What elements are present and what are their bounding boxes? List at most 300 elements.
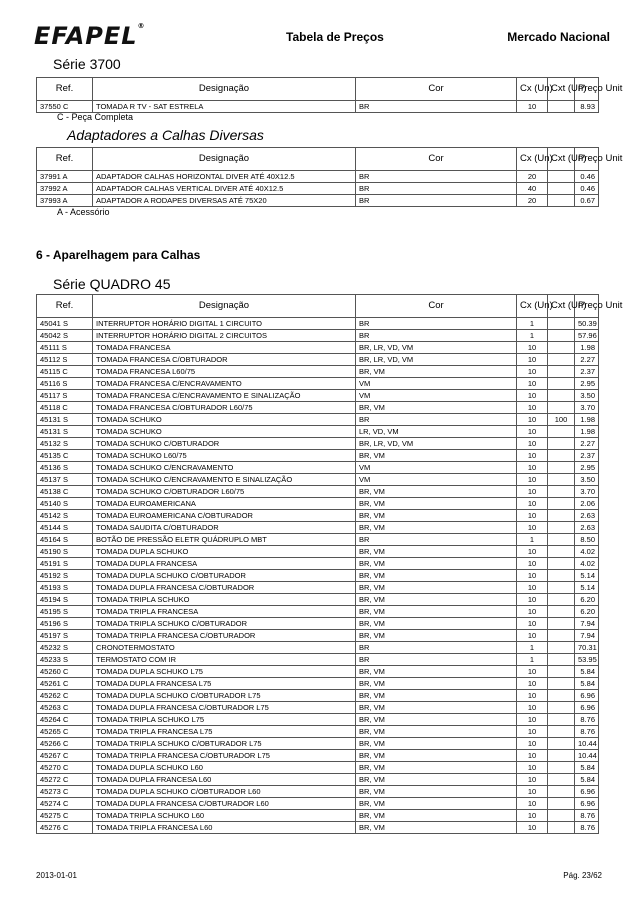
cell-preco: 4.02 — [575, 546, 599, 558]
table-row — [37, 738, 599, 750]
cell-cxt — [548, 750, 575, 762]
cell-designacao: TOMADA TRIPLA FRANCESA C/OBTURADOR L75 — [93, 750, 356, 762]
table-row — [37, 366, 599, 378]
cell-designacao: ADAPTADOR CALHAS HORIZONTAL DIVER ATÉ 40X12.5 — [93, 171, 356, 183]
table-row — [37, 798, 599, 810]
cell-cxt — [548, 510, 575, 522]
cell-cx: 10 — [517, 762, 548, 774]
table-row — [37, 570, 599, 582]
table-row — [37, 378, 599, 390]
table-row — [37, 402, 599, 414]
cell-cxt — [548, 582, 575, 594]
cell-designacao: TOMADA EUROAMERICANA — [93, 498, 356, 510]
cell-cxt — [548, 462, 575, 474]
cell-cxt — [548, 438, 575, 450]
cell-cor: BR, VM — [356, 366, 517, 378]
cell-cx: 10 — [517, 486, 548, 498]
cell-cx: 10 — [517, 750, 548, 762]
page-header — [28, 22, 610, 52]
cell-designacao: TOMADA SAUDITA C/OBTURADOR — [93, 522, 356, 534]
cell-ref: 45275 C — [37, 810, 93, 822]
footer-date: 2013-01-01 — [36, 871, 77, 880]
cell-designacao: TOMADA DUPLA FRANCESA C/OBTURADOR L75 — [93, 702, 356, 714]
cell-designacao: TOMADA DUPLA SCHUKO L75 — [93, 666, 356, 678]
cell-preco: 70.31 — [575, 642, 599, 654]
cell-ref: 45233 S — [37, 654, 93, 666]
cell-preco: 8.76 — [575, 726, 599, 738]
cell-ref: 45266 C — [37, 738, 93, 750]
cell-cx: 10 — [517, 558, 548, 570]
table-row — [37, 594, 599, 606]
cell-ref: 45193 S — [37, 582, 93, 594]
cell-cxt — [548, 486, 575, 498]
cell-cx: 10 — [517, 510, 548, 522]
cell-cx: 10 — [517, 438, 548, 450]
cell-cor: BR — [356, 330, 517, 342]
cell-preco: 6.20 — [575, 594, 599, 606]
cell-cx: 10 — [517, 678, 548, 690]
cell-ref: 45264 C — [37, 714, 93, 726]
col-designacao: Designação — [93, 78, 356, 101]
cell-cxt — [548, 101, 575, 113]
table-row — [37, 642, 599, 654]
cell-cxt — [548, 450, 575, 462]
cell-cx: 10 — [517, 618, 548, 630]
cell-designacao: TOMADA TRIPLA SCHUKO L60 — [93, 810, 356, 822]
cell-cx: 10 — [517, 378, 548, 390]
cell-ref: 45115 C — [37, 366, 93, 378]
table-header — [37, 78, 623, 101]
cell-designacao: TOMADA DUPLA FRANCESA — [93, 558, 356, 570]
table-header — [37, 295, 623, 318]
cell-ref: 45164 S — [37, 534, 93, 546]
cell-preco: 3.50 — [575, 390, 599, 402]
cell-preco: 0.67 — [575, 195, 599, 207]
col-cxt: Cxt (Un) — [548, 78, 575, 101]
cell-cx: 10 — [517, 546, 548, 558]
cell-cx: 10 — [517, 738, 548, 750]
table-row — [37, 474, 599, 486]
cell-ref: 45265 C — [37, 726, 93, 738]
cell-cor: BR, VM — [356, 510, 517, 522]
cell-preco: 5.84 — [575, 774, 599, 786]
col-cxt: Cxt (Un) — [548, 148, 575, 171]
table-row — [37, 101, 599, 113]
cell-cxt — [548, 810, 575, 822]
cell-cor: BR, VM — [356, 678, 517, 690]
cell-preco: 6.96 — [575, 798, 599, 810]
cell-designacao: TOMADA SCHUKO — [93, 426, 356, 438]
cell-preco: 8.93 — [575, 101, 599, 113]
cell-designacao: ADAPTADOR A RODAPES DIVERSAS ATÉ 75X20 — [93, 195, 356, 207]
cell-ref: 45131 S — [37, 414, 93, 426]
cell-cor: BR, VM — [356, 630, 517, 642]
cell-preco: 5.14 — [575, 582, 599, 594]
cell-preco: 3.50 — [575, 474, 599, 486]
cell-ref: 45135 C — [37, 450, 93, 462]
cell-cx: 10 — [517, 402, 548, 414]
table-row — [37, 714, 599, 726]
col-cx: Cx (Un) — [517, 295, 548, 318]
cell-cxt — [548, 786, 575, 798]
cell-cxt — [548, 714, 575, 726]
cell-cx: 10 — [517, 390, 548, 402]
cell-cxt — [548, 318, 575, 330]
table-row — [37, 183, 599, 195]
cell-preco: 2.37 — [575, 366, 599, 378]
cell-cx: 10 — [517, 630, 548, 642]
cell-designacao: TOMADA TRIPLA FRANCESA L75 — [93, 726, 356, 738]
cell-designacao: TOMADA DUPLA FRANCESA L75 — [93, 678, 356, 690]
col-cx: Cx (Un) — [517, 78, 548, 101]
cell-ref: 45261 C — [37, 678, 93, 690]
cell-designacao: TOMADA SCHUKO L60/75 — [93, 450, 356, 462]
cell-ref: 45195 S — [37, 606, 93, 618]
cell-preco: 53.95 — [575, 654, 599, 666]
cell-cx: 1 — [517, 534, 548, 546]
cell-cxt — [548, 426, 575, 438]
cell-ref: 45112 S — [37, 354, 93, 366]
brand-name: EFAPEL — [34, 22, 138, 50]
cell-cor: BR, VM — [356, 606, 517, 618]
efapel-logo — [34, 22, 146, 50]
cell-cxt — [548, 366, 575, 378]
cell-cor: BR — [356, 101, 517, 113]
cell-designacao: TOMADA TRIPLA FRANCESA — [93, 606, 356, 618]
cell-cxt — [548, 522, 575, 534]
cell-ref: 45191 S — [37, 558, 93, 570]
cell-cx: 1 — [517, 654, 548, 666]
cell-cor: BR, LR, VD, VM — [356, 342, 517, 354]
cell-preco: 57.96 — [575, 330, 599, 342]
cell-cxt: 100 — [548, 414, 575, 426]
cell-designacao: TOMADA DUPLA SCHUKO — [93, 546, 356, 558]
series-title-3700: Série 3700 — [53, 56, 121, 72]
cell-designacao: TERMOSTATO COM IR — [93, 654, 356, 666]
cell-cx: 10 — [517, 606, 548, 618]
cell-ref: 45144 S — [37, 522, 93, 534]
series-title-quadro45: Série QUADRO 45 — [53, 276, 171, 292]
cell-designacao: TOMADA DUPLA SCHUKO L60 — [93, 762, 356, 774]
cell-designacao: INTERRUPTOR HORÁRIO DIGITAL 1 CIRCUITO — [93, 318, 356, 330]
cell-cx: 10 — [517, 822, 548, 834]
cell-cxt — [548, 195, 575, 207]
cell-ref: 45136 S — [37, 462, 93, 474]
cell-cxt — [548, 354, 575, 366]
cell-cx: 10 — [517, 798, 548, 810]
table-row — [37, 690, 599, 702]
cell-cx: 20 — [517, 195, 548, 207]
cell-cxt — [548, 171, 575, 183]
cell-cxt — [548, 330, 575, 342]
cell-ref: 37993 A — [37, 195, 93, 207]
cell-ref: 45273 C — [37, 786, 93, 798]
cell-cor: BR, VM — [356, 774, 517, 786]
cell-designacao: BOTÃO DE PRESSÃO ELETR QUÁDRUPLO MBT — [93, 534, 356, 546]
cell-cx: 40 — [517, 183, 548, 195]
section-title-aparelhagem: 6 - Aparelhagem para Calhas — [36, 248, 201, 262]
cell-preco: 7.94 — [575, 630, 599, 642]
cell-cx: 10 — [517, 101, 548, 113]
cell-designacao: TOMADA DUPLA FRANCESA C/OBTURADOR L60 — [93, 798, 356, 810]
cell-cor: BR, VM — [356, 570, 517, 582]
cell-ref: 45194 S — [37, 594, 93, 606]
cell-ref: 45138 C — [37, 486, 93, 498]
table-row — [37, 786, 599, 798]
cell-designacao: TOMADA SCHUKO C/OBTURADOR — [93, 438, 356, 450]
table-row — [37, 318, 599, 330]
col-preco: Preço Unit — [575, 148, 599, 171]
cell-cx: 1 — [517, 642, 548, 654]
cell-ref: 45196 S — [37, 618, 93, 630]
table-row — [37, 750, 599, 762]
cell-designacao: TOMADA DUPLA SCHUKO C/OBTURADOR L75 — [93, 690, 356, 702]
cell-cx: 10 — [517, 786, 548, 798]
cell-ref: 45260 C — [37, 666, 93, 678]
cell-cor: BR, LR, VD, VM — [356, 438, 517, 450]
cell-designacao: TOMADA DUPLA SCHUKO C/OBTURADOR L60 — [93, 786, 356, 798]
cell-designacao: TOMADA FRANCESA C/OBTURADOR — [93, 354, 356, 366]
cell-ref: 45132 S — [37, 438, 93, 450]
cell-cx: 10 — [517, 702, 548, 714]
cell-designacao: TOMADA TRIPLA FRANCESA C/OBTURADOR — [93, 630, 356, 642]
col-ref: Ref. — [37, 78, 93, 101]
cell-cx: 10 — [517, 570, 548, 582]
cell-cor: BR, VM — [356, 738, 517, 750]
cell-cor: BR — [356, 195, 517, 207]
cell-ref: 45137 S — [37, 474, 93, 486]
cell-cor: LR, VD, VM — [356, 426, 517, 438]
cell-cor: BR, VM — [356, 498, 517, 510]
footer-page-number: Pág. 23/62 — [563, 871, 602, 880]
cell-cor: BR, VM — [356, 618, 517, 630]
cell-ref: 45116 S — [37, 378, 93, 390]
cell-cxt — [548, 822, 575, 834]
cell-cx: 10 — [517, 714, 548, 726]
table-row — [37, 810, 599, 822]
cell-designacao: TOMADA DUPLA FRANCESA L60 — [93, 774, 356, 786]
cell-designacao: TOMADA FRANCESA — [93, 342, 356, 354]
cell-cx: 10 — [517, 354, 548, 366]
cell-cx: 10 — [517, 774, 548, 786]
cell-preco: 2.27 — [575, 438, 599, 450]
cell-cxt — [548, 378, 575, 390]
cell-cor: BR — [356, 654, 517, 666]
cell-preco: 8.50 — [575, 534, 599, 546]
cell-ref: 45197 S — [37, 630, 93, 642]
cell-cor: BR, VM — [356, 690, 517, 702]
cell-preco: 1.98 — [575, 414, 599, 426]
cell-designacao: TOMADA FRANCESA C/OBTURADOR L60/75 — [93, 402, 356, 414]
table-row — [37, 678, 599, 690]
cell-cxt — [548, 498, 575, 510]
cell-cor: BR, VM — [356, 486, 517, 498]
cell-cx: 10 — [517, 522, 548, 534]
cell-cor: BR, VM — [356, 822, 517, 834]
table-row — [37, 450, 599, 462]
table-header — [37, 148, 623, 171]
cell-cor: VM — [356, 462, 517, 474]
table-row — [37, 510, 599, 522]
col-cor: Cor — [356, 78, 517, 101]
cell-cor: BR — [356, 642, 517, 654]
cell-cx: 10 — [517, 450, 548, 462]
cell-cor: BR, VM — [356, 402, 517, 414]
cell-cx: 10 — [517, 582, 548, 594]
cell-cor: BR, LR, VD, VM — [356, 354, 517, 366]
cell-preco: 5.84 — [575, 762, 599, 774]
cell-cor: BR, VM — [356, 786, 517, 798]
cell-preco: 2.37 — [575, 450, 599, 462]
cell-cor: BR — [356, 318, 517, 330]
cell-preco: 8.76 — [575, 822, 599, 834]
table-row — [37, 630, 599, 642]
cell-designacao: TOMADA FRANCESA C/ENCRAVAMENTO — [93, 378, 356, 390]
table-row — [37, 195, 599, 207]
cell-preco: 2.27 — [575, 354, 599, 366]
cell-cor: BR, VM — [356, 450, 517, 462]
cell-cx: 10 — [517, 666, 548, 678]
cell-ref: 45041 S — [37, 318, 93, 330]
table-serie-3700 — [36, 77, 623, 113]
cell-preco: 5.84 — [575, 678, 599, 690]
cell-cxt — [548, 666, 575, 678]
cell-cxt — [548, 546, 575, 558]
cell-cxt — [548, 738, 575, 750]
cell-preco: 6.20 — [575, 606, 599, 618]
market-label: Mercado Nacional — [507, 30, 610, 44]
cell-preco: 2.06 — [575, 498, 599, 510]
cell-cxt — [548, 678, 575, 690]
cell-cor: BR, VM — [356, 726, 517, 738]
table-row — [37, 702, 599, 714]
cell-designacao: ADAPTADOR CALHAS VERTICAL DIVER ATÉ 40X12.5 — [93, 183, 356, 195]
cell-designacao: TOMADA R TV - SAT ESTRELA — [93, 101, 356, 113]
cell-preco: 2.63 — [575, 510, 599, 522]
cell-preco: 10.44 — [575, 738, 599, 750]
cell-preco: 5.14 — [575, 570, 599, 582]
cell-preco: 2.63 — [575, 522, 599, 534]
cell-ref: 45042 S — [37, 330, 93, 342]
cell-cx: 10 — [517, 462, 548, 474]
cell-designacao: TOMADA SCHUKO C/OBTURADOR L60/75 — [93, 486, 356, 498]
cell-cx: 10 — [517, 498, 548, 510]
cell-cxt — [548, 570, 575, 582]
cell-ref: 45131 S — [37, 426, 93, 438]
cell-cxt — [548, 474, 575, 486]
cell-cxt — [548, 618, 575, 630]
cell-designacao: TOMADA FRANCESA L60/75 — [93, 366, 356, 378]
cell-ref: 45274 C — [37, 798, 93, 810]
cell-cxt — [548, 342, 575, 354]
cell-preco: 10.44 — [575, 750, 599, 762]
col-cxt: Cxt (Un) — [548, 295, 575, 318]
cell-preco: 0.46 — [575, 183, 599, 195]
cell-designacao: TOMADA SCHUKO — [93, 414, 356, 426]
cell-cor: VM — [356, 390, 517, 402]
cell-preco: 4.02 — [575, 558, 599, 570]
cell-cx: 10 — [517, 342, 548, 354]
cell-designacao: TOMADA TRIPLA FRANCESA L60 — [93, 822, 356, 834]
table-row — [37, 582, 599, 594]
cell-cor: BR — [356, 171, 517, 183]
cell-ref: 45117 S — [37, 390, 93, 402]
cell-cor: VM — [356, 378, 517, 390]
cell-cx: 1 — [517, 330, 548, 342]
cell-cxt — [548, 702, 575, 714]
table-row — [37, 606, 599, 618]
table-row — [37, 462, 599, 474]
table-row — [37, 426, 599, 438]
table-row — [37, 354, 599, 366]
cell-cxt — [548, 642, 575, 654]
cell-ref: 45232 S — [37, 642, 93, 654]
cell-ref: 45142 S — [37, 510, 93, 522]
col-ref: Ref. — [37, 148, 93, 171]
table-row — [37, 498, 599, 510]
cell-designacao: INTERRUPTOR HORÁRIO DIGITAL 2 CIRCUITOS — [93, 330, 356, 342]
cell-cx: 1 — [517, 318, 548, 330]
cell-cxt — [548, 726, 575, 738]
cell-designacao: TOMADA SCHUKO C/ENCRAVAMENTO — [93, 462, 356, 474]
cell-preco: 3.70 — [575, 402, 599, 414]
cell-cor: BR, VM — [356, 762, 517, 774]
cell-cxt — [548, 558, 575, 570]
cell-cxt — [548, 606, 575, 618]
cell-cx: 10 — [517, 810, 548, 822]
cell-preco: 2.95 — [575, 378, 599, 390]
cell-ref: 45118 C — [37, 402, 93, 414]
table-row — [37, 726, 599, 738]
cell-cx: 20 — [517, 171, 548, 183]
cell-cx: 10 — [517, 474, 548, 486]
cell-ref: 45140 S — [37, 498, 93, 510]
cell-preco: 8.76 — [575, 810, 599, 822]
cell-cor: BR, VM — [356, 666, 517, 678]
cell-cx: 10 — [517, 690, 548, 702]
cell-ref: 45270 C — [37, 762, 93, 774]
table-row — [37, 522, 599, 534]
cell-designacao: TOMADA TRIPLA SCHUKO L75 — [93, 714, 356, 726]
col-designacao: Designação — [93, 295, 356, 318]
cell-designacao: TOMADA DUPLA FRANCESA C/OBTURADOR — [93, 582, 356, 594]
cell-cxt — [548, 630, 575, 642]
table-row — [37, 438, 599, 450]
cell-cxt — [548, 798, 575, 810]
cell-ref: 45262 C — [37, 690, 93, 702]
cell-cor: BR — [356, 414, 517, 426]
cell-preco: 0.46 — [575, 171, 599, 183]
cell-designacao: TOMADA DUPLA SCHUKO C/OBTURADOR — [93, 570, 356, 582]
cell-ref: 37992 A — [37, 183, 93, 195]
cell-designacao: CRONOTERMOSTATO — [93, 642, 356, 654]
cell-designacao: TOMADA TRIPLA SCHUKO C/OBTURADOR L75 — [93, 738, 356, 750]
cell-cxt — [548, 390, 575, 402]
cell-preco: 3.70 — [575, 486, 599, 498]
col-preco: Preço Unit — [575, 78, 599, 101]
col-cor: Cor — [356, 148, 517, 171]
note-peca-completa: C - Peça Completa — [57, 112, 134, 122]
table-row — [37, 171, 599, 183]
cell-cor: BR, VM — [356, 714, 517, 726]
cell-cx: 10 — [517, 594, 548, 606]
col-cor: Cor — [356, 295, 517, 318]
cell-cx: 10 — [517, 366, 548, 378]
cell-preco: 8.76 — [575, 714, 599, 726]
cell-cor: BR, VM — [356, 582, 517, 594]
cell-cx: 10 — [517, 726, 548, 738]
cell-ref: 45276 C — [37, 822, 93, 834]
